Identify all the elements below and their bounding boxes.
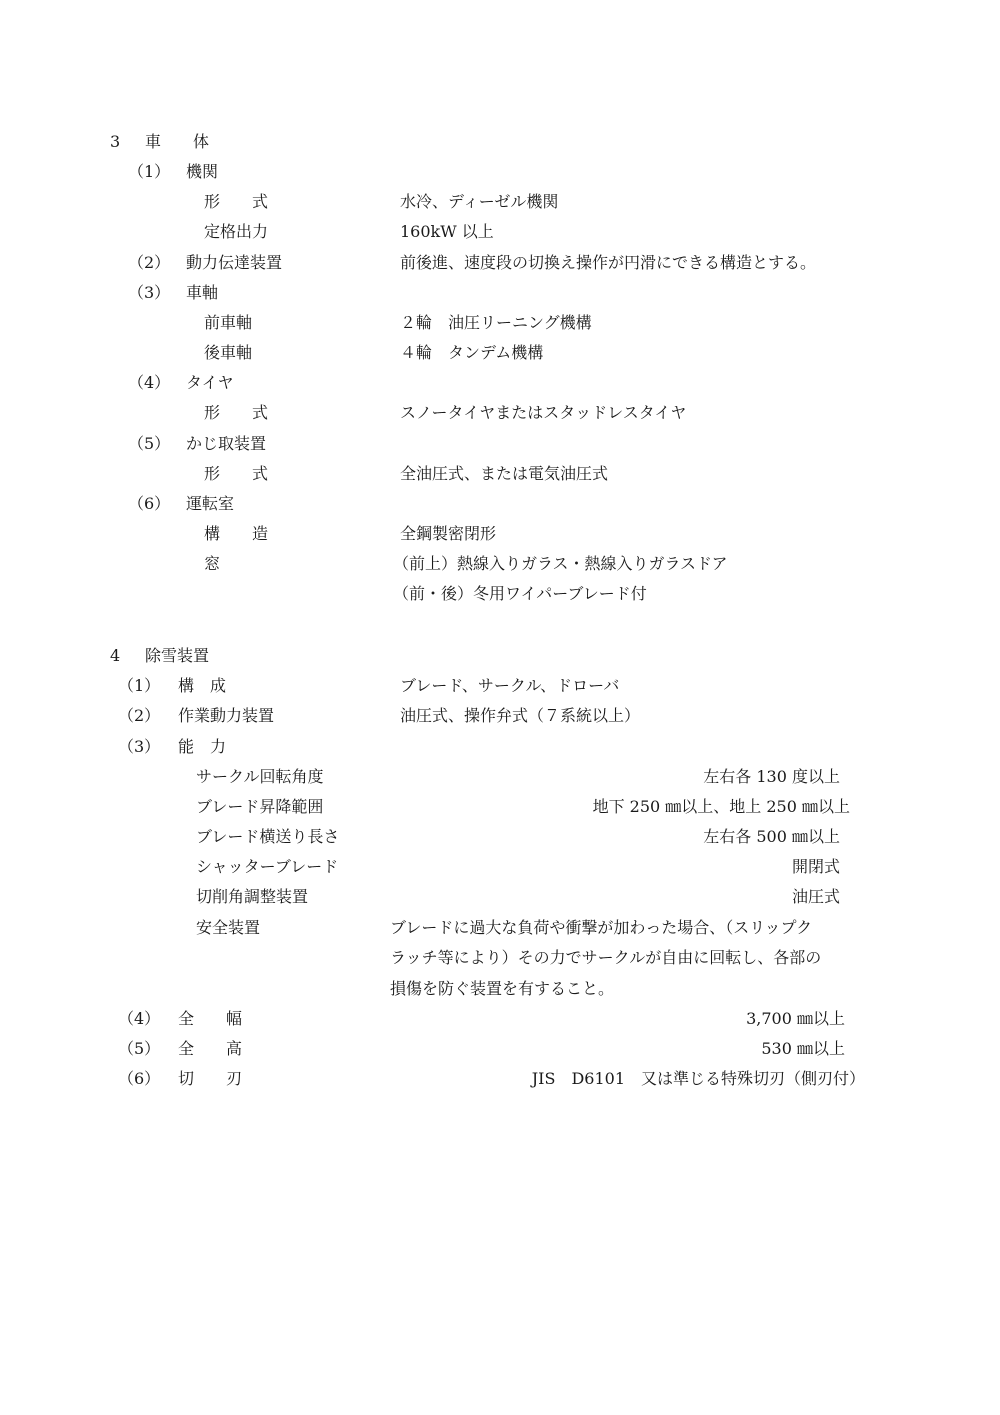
sec3-item-5-label: かじ取装置 [186,434,267,453]
sec4-item-6-value: JIS D6101 又は準じる特殊切刃（側刃付） [531,1069,865,1088]
sec3-item-2-value: 前後進、速度段の切換え操作が円滑にできる構造とする。 [400,253,817,272]
sec4-item-2-label: 作業動力装置 [178,706,275,725]
capability-label: サークル回転角度 [196,767,324,786]
sec3-rear-axle-label: 後車軸 [204,343,253,362]
sec3-item-3-number: （3） [128,283,171,302]
capability-value: 左右各 500 ㎜以上 [703,827,840,846]
section-3-title: 車 体 [145,132,210,151]
capability-value: 地下 250 ㎜以上、地上 250 ㎜以上 [592,797,850,816]
capability-label: ブレード横送り長さ [196,827,340,846]
section-4-title: 除雪装置 [145,646,210,665]
sec3-item-4-label: タイヤ [186,373,234,392]
sec3-window-value-2: （前・後）冬用ワイパーブレード付 [393,584,647,603]
sec3-engine-type-value: 水冷、ディーゼル機関 [400,192,559,211]
sec3-cab-structure-value: 全鋼製密閉形 [400,524,497,543]
sec4-item-5-number: （5） [118,1039,161,1058]
sec3-item-6-number: （6） [128,494,171,513]
sec3-item-2-label: 動力伝達装置 [186,253,283,272]
capability-label: 切削角調整装置 [196,887,309,906]
sec4-item-1-number: （1） [118,676,161,695]
safety-device-text-line: 損傷を防ぐ装置を有すること。 [390,979,615,998]
sec3-item-6-label: 運転室 [186,494,235,513]
sec4-item-2-number: （2） [118,706,161,725]
sec3-rated-output-value: 160kW 以上 [400,222,494,241]
sec4-item-3-label: 能 力 [178,737,227,756]
sec4-item-6-number: （6） [118,1069,161,1088]
capability-value: 開閉式 [791,857,840,876]
capability-label: シャッターブレード [196,857,339,876]
sec4-item-2-value: 油圧式、操作弁式（７系統以上） [400,706,641,725]
sec3-window-label: 窓 [204,554,221,573]
sec4-item-5-value: 530 ㎜以上 [761,1039,845,1058]
sec4-item-5-label: 全 高 [178,1039,243,1058]
sec4-item-1-label: 構 成 [178,676,227,695]
sec4-item-4-label: 全 幅 [178,1009,243,1028]
sec3-steering-type-value: 全油圧式、または電気油圧式 [400,464,609,483]
capability-label: ブレード昇降範囲 [196,797,324,816]
capability-value: 油圧式 [791,887,840,906]
safety-device-label: 安全装置 [196,918,261,937]
sec3-item-3-label: 車軸 [186,283,219,302]
section-3-number: 3 [110,132,121,151]
sec4-item-6-label: 切 刃 [178,1069,243,1088]
safety-device-text-line: ブレードに過大な負荷や衝撃が加わった場合、（スリップク [390,918,813,937]
sec3-engine-type-label: 形 式 [204,192,269,211]
sec4-item-4-value: 3,700 ㎜以上 [746,1009,845,1028]
capability-value: 左右各 130 度以上 [703,767,840,786]
sec3-rated-output-label: 定格出力 [204,222,269,241]
sec3-tire-type-value: スノータイヤまたはスタッドレスタイヤ [400,403,687,422]
sec4-item-1-value: ブレード、サークル、ドローバ [400,676,620,695]
sec3-front-axle-value: ２輪 油圧リーニング機構 [400,313,592,332]
sec3-item-2-number: （2） [128,253,171,272]
sec4-item-4-number: （4） [118,1009,161,1028]
sec3-rear-axle-value: ４輪 タンデム機構 [400,343,544,362]
sec3-item-4-number: （4） [128,373,171,392]
sec3-item-5-number: （5） [128,434,171,453]
safety-device-text-line: ラッチ等により）その力でサークルが自由に回転し、各部の [390,948,822,967]
sec3-item-1-number: （1） [128,162,171,181]
sec3-front-axle-label: 前車軸 [204,313,253,332]
sec3-cab-structure-label: 構 造 [204,524,269,543]
sec3-item-1-label: 機関 [186,162,219,181]
sec3-tire-type-label: 形 式 [204,403,269,422]
sec4-item-3-number: （3） [118,737,161,756]
section-4-number: 4 [110,646,121,665]
sec3-window-value-1: （前上）熱線入りガラス・熱線入りガラスドア [393,554,728,573]
sec3-steering-type-label: 形 式 [204,464,269,483]
